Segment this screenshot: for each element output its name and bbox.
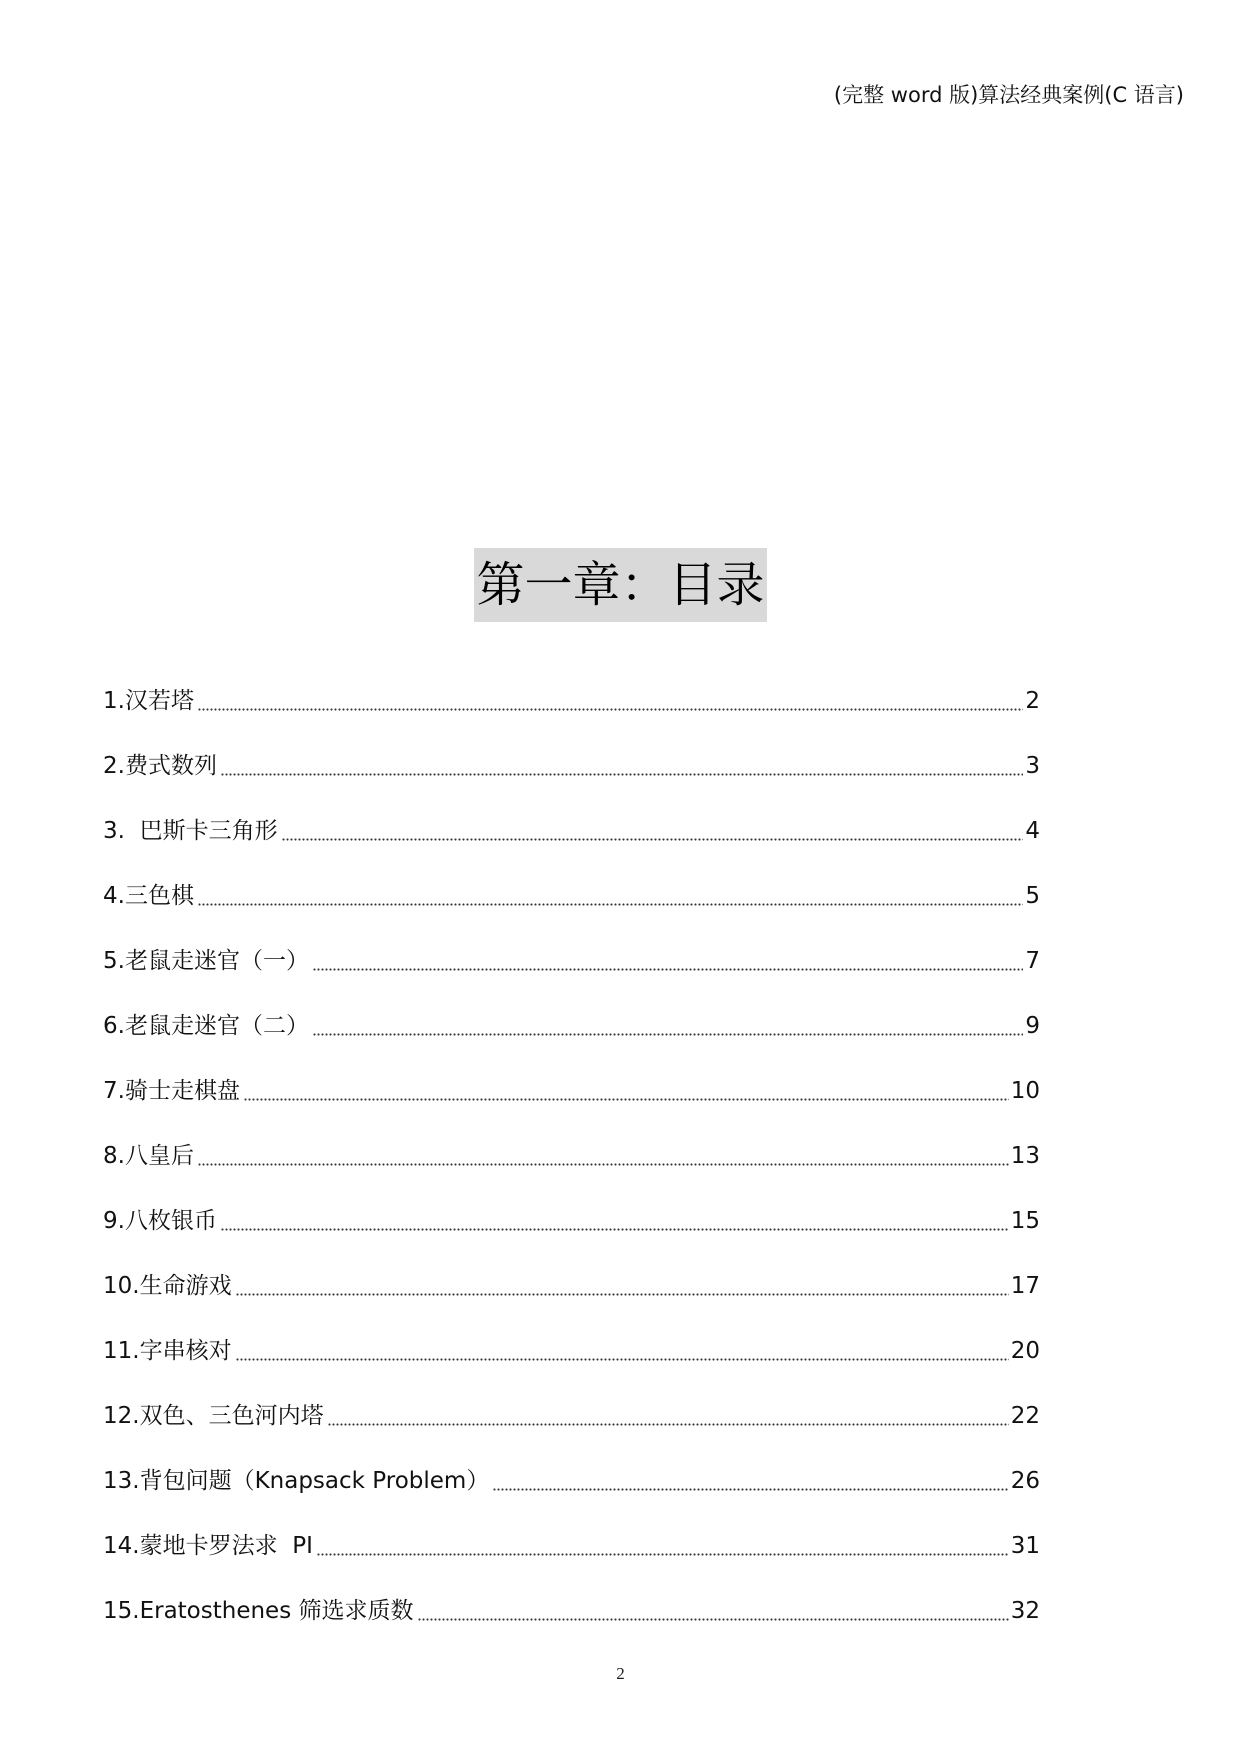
toc-entry[interactable]	[103, 1059, 1040, 1124]
toc-entry[interactable]	[103, 669, 1040, 734]
toc-dot-leader	[221, 1228, 1009, 1231]
toc-entry[interactable]	[103, 1254, 1040, 1319]
table-of-contents	[103, 669, 1040, 1644]
toc-dot-leader	[493, 1488, 1008, 1491]
toc-entry[interactable]	[103, 929, 1040, 994]
toc-dot-leader	[236, 1358, 1009, 1361]
toc-entry[interactable]	[103, 1189, 1040, 1254]
toc-entry-page: 17	[1010, 1273, 1040, 1299]
toc-entry-label: 12.双色、三色河内塔	[103, 1403, 324, 1429]
toc-entry-label: 1.汉若塔	[103, 688, 194, 714]
toc-entry[interactable]	[103, 1579, 1040, 1644]
toc-entry-page: 13	[1010, 1143, 1040, 1169]
running-header: (完整 word 版)算法经典案例(C 语言)	[833, 83, 1184, 107]
toc-entry-page: 10	[1010, 1078, 1040, 1104]
toc-dot-leader	[418, 1618, 1009, 1621]
toc-dot-leader	[236, 1293, 1009, 1296]
toc-entry[interactable]	[103, 1124, 1040, 1189]
toc-entry[interactable]	[103, 1384, 1040, 1449]
toc-entry-page: 3	[1025, 753, 1040, 779]
toc-entry[interactable]	[103, 799, 1040, 864]
toc-entry-label: 4.三色棋	[103, 883, 194, 909]
toc-dot-leader	[328, 1423, 1009, 1426]
toc-dot-leader	[313, 1033, 1023, 1036]
toc-entry-page: 7	[1025, 948, 1040, 974]
toc-entry-label: 8.八皇后	[103, 1143, 194, 1169]
page-number: 2	[616, 1664, 625, 1683]
toc-entry-page: 31	[1010, 1533, 1040, 1559]
toc-entry-page: 26	[1010, 1468, 1040, 1494]
toc-entry[interactable]	[103, 1514, 1040, 1579]
toc-entry[interactable]	[103, 994, 1040, 1059]
toc-entry-label: 9.八枚银币	[103, 1208, 217, 1234]
chapter-title: 第一章：目录	[474, 548, 766, 622]
toc-entry-label: 6.老鼠走迷官（二）	[103, 1013, 309, 1039]
toc-entry-label: 15.Eratosthenes 筛选求质数	[103, 1598, 414, 1624]
toc-entry[interactable]	[103, 864, 1040, 929]
toc-entry-label: 14.蒙地卡罗法求 PI	[103, 1533, 313, 1559]
toc-entry-label: 11.字串核对	[103, 1338, 232, 1364]
toc-entry-label: 13.背包问题（Knapsack Problem）	[103, 1468, 490, 1494]
toc-entry[interactable]	[103, 734, 1040, 799]
toc-dot-leader	[313, 968, 1023, 971]
chapter-title-container	[0, 548, 1241, 622]
toc-entry-page: 4	[1025, 818, 1040, 844]
toc-entry-label: 5.老鼠走迷官（一）	[103, 948, 309, 974]
toc-dot-leader	[282, 838, 1024, 841]
toc-entry-label: 3. 巴斯卡三角形	[103, 818, 278, 844]
toc-entry-page: 15	[1010, 1208, 1040, 1234]
toc-dot-leader	[198, 1163, 1009, 1166]
toc-dot-leader	[317, 1553, 1009, 1556]
toc-entry-page: 20	[1010, 1338, 1040, 1364]
toc-entry-label: 7.骑士走棋盘	[103, 1078, 240, 1104]
toc-entry-label: 2.费式数列	[103, 753, 217, 779]
toc-entry-page: 32	[1010, 1598, 1040, 1624]
toc-entry[interactable]	[103, 1449, 1040, 1514]
toc-entry-page: 9	[1025, 1013, 1040, 1039]
toc-dot-leader	[221, 773, 1023, 776]
toc-entry[interactable]	[103, 1319, 1040, 1384]
toc-dot-leader	[244, 1098, 1009, 1101]
toc-dot-leader	[198, 903, 1023, 906]
toc-entry-page: 2	[1025, 688, 1040, 714]
toc-dot-leader	[198, 708, 1023, 711]
toc-entry-page: 22	[1010, 1403, 1040, 1429]
toc-entry-page: 5	[1025, 883, 1040, 909]
toc-entry-label: 10.生命游戏	[103, 1273, 232, 1299]
